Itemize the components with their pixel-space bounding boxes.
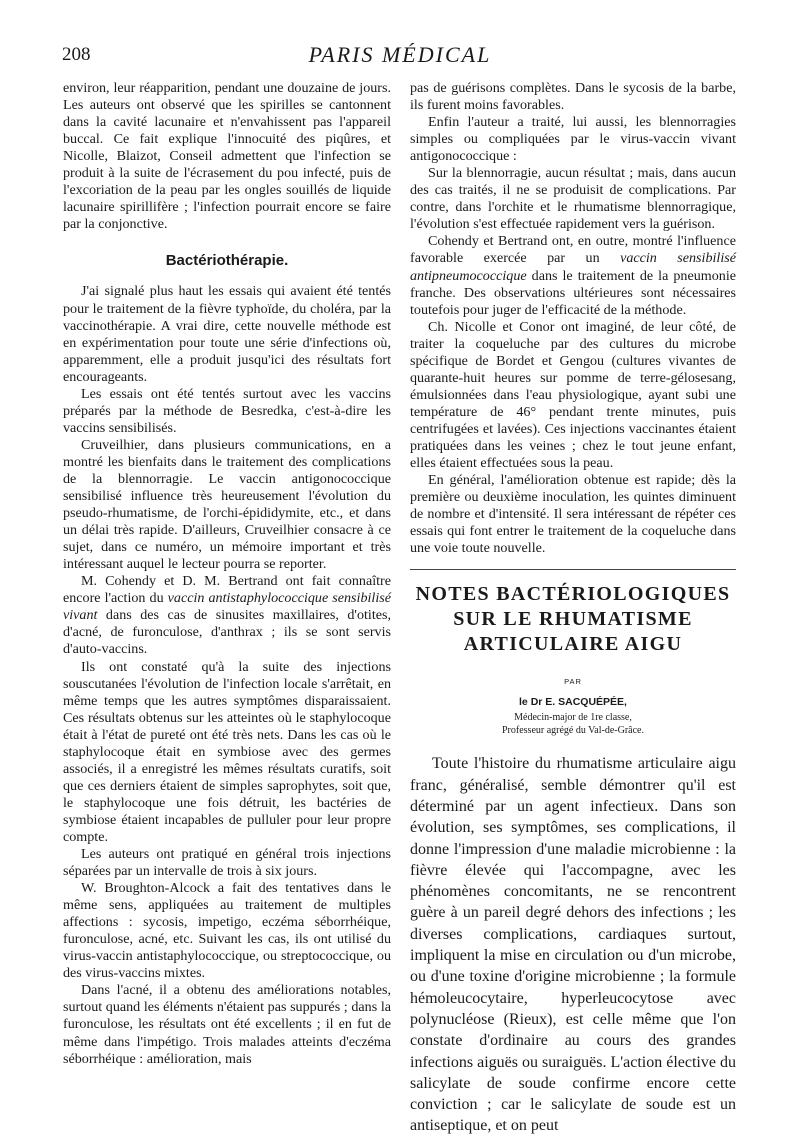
paragraph: Cruveilhier, dans plusieurs communications, en a montré les bienfaits dans le traitement des complications de la blennorragie. Le vaccin antigonococcique sensibilisé influence très heureusement l'évolution du pseudo-rhumatisme, de l'orchi-épididymite, etc., et dans un délai très rapide. D'ailleurs, Cruveilhier consacre à ce sujet, dans ce numéro, un mémoire important et très intéressant auquel le lecteur pourra se reporter. — [63, 436, 391, 573]
paragraph: Enfin l'auteur a traité, lui aussi, les blennorragies simples ou compliquées par le virus-vaccin vivant antigonococcique : — [410, 114, 736, 165]
text-run: Cohendy et Bertrand ont, en outre, montré l'influence favorable exercée par un — [410, 233, 736, 267]
byline-par: PAR — [564, 677, 582, 687]
article-title — [410, 582, 736, 657]
left-column — [63, 80, 391, 1068]
page-number: 208 — [62, 44, 91, 65]
spacer — [410, 557, 736, 569]
paragraph: Dans l'acné, il a obtenu des améliorations notables, surtout quand les éléments n'étaient pas suppurés ; dans la furonculose, les résultats ont été excellents ; il en fut de même dans l'impétigo. Trois malades atteints d'eczéma séborrhéique : amélioration, mais — [63, 982, 391, 1067]
paragraph: J'ai signalé plus haut les essais qui avaient été tentés pour le traitement de la fièvre typhoïde, du choléra, par la vaccinothérapie. A vrai dire, cette nouvelle méthode est en expérimentation pour toute une série d'infections où, apparemment, elle a produit jusqu'ici des résultats fort encourageants. — [63, 283, 391, 385]
author-affiliation: Professeur agrégé du Val-de-Grâce. — [502, 725, 644, 737]
author-affiliation: Médecin-major de 1re classe, — [514, 712, 632, 724]
author-name: le Dr E. SACQUÉPÉE, — [519, 696, 627, 709]
spacer — [410, 570, 736, 582]
section-heading: Bactériothérapie. — [165, 252, 289, 270]
article-title-line: SUR LE RHUMATISME — [453, 608, 693, 631]
page-header — [62, 40, 738, 70]
paragraph: Les auteurs ont pratiqué en général trois injections séparées par un intervalle de trois à six jours. — [63, 846, 391, 880]
paragraph: Sur la blennorragie, aucun résultat ; mais, dans aucun des cas traités, il ne se produisit de complications. Par contre, dans l'orchite et le rhumatisme blennorragique, l'évolution s'est effectuée rapidement vers la guérison. — [410, 165, 736, 233]
article-title-line: ARTICULAIRE AIGU — [463, 633, 683, 656]
text-run: dans le traitement de la pneumonie franche. Des observations ultérieures sont nécessaires toutefois pour juger de l'efficacité de la méthode. — [410, 267, 736, 318]
italic-term: vaccin sensibilisé antipneumococcique — [410, 250, 736, 284]
paragraph — [63, 573, 391, 658]
italic-term: vaccin antistaphylococcique sensibilisé vivant — [63, 590, 391, 624]
paragraph: En général, l'amélioration obtenue est rapide; dès la première ou deuxième inoculation, les quintes diminuent de nombre et d'intensité. Il sera intéressant de répéter ces essais qui font entrer le traitement de la coqueluche dans une voie toute nouvelle. — [410, 472, 736, 557]
text-run: dans des cas de sinusites maxillaires, d'otites, d'acné, de furonculose, d'anthrax ; ils se sont servis d'auto-vaccins. — [63, 607, 391, 658]
paragraph: Les essais ont été tentés surtout avec les vaccins préparés par la méthode de Besredka, c'est-à-dire les vaccins sensibilisés. — [63, 385, 391, 436]
paragraph: Toute l'histoire du rhumatisme articulaire aigu franc, généralisé, semble démontrer qu'il est déterminé par un agent infectieux. Dans son évolution, ses symptômes, ses complications, il donne l'impression d'une maladie microbienne : la fièvre élevée qui l'accompagne, avec les phénomènes concomitants, ne se rencontrent guère à un pareil degré dehors des infections ; les diverses complications, cardiaques surtout, impliquent la mise en circulation ou d'un microbe, ou d'une toxine d'origine microbienne ; la formule hémoleucocytaire, hyperleucocytose avec polynucléose (Rieux), est celle même que l'on constate d'ordinaire au cours des grandes infections aiguës ou suraiguës. L'action élective du salicylate de soude confirme encore cette conviction ; car le salicylate de soude est un antiseptique, et on peut — [410, 755, 736, 1135]
article-body — [410, 753, 736, 1136]
paragraph — [410, 233, 736, 318]
journal-title: PARIS MÉDICAL — [308, 42, 492, 67]
paragraph: environ, leur réapparition, pendant une douzaine de jours. Les auteurs ont observé que les spirilles se cantonnent dans la cavité lacunaire et n'envahissent pas l'appareil buccal. Ce fait explique l'innocuité des piqûres, et Nicolle, Blaizot, Conseil admettent que l'infection se produit à la suite de l'écrasement du pou infecté, puis de l'excoriation de la peau par les ongles souillés de liquide lacunaire spirillifère ; l'infection pourrait encore se faire par la conjonctive. — [63, 80, 391, 233]
article-title-line: NOTES BACTÉRIOLOGIQUES — [415, 583, 731, 606]
paragraph: W. Broughton-Alcock a fait des tentatives dans le même sens, appliquées au traitement de multiples affections : sycosis, impetigo, eczéma séborrhéique, furonculose, acné, etc. Suivant les cas, ils ont utilisé du virus-vaccin antistaphylococcique, ou streptococcique, ou des virus-vaccins mixtes. — [63, 880, 391, 982]
right-column — [410, 80, 736, 1137]
paragraph: pas de guérisons complètes. Dans le sycosis de la barbe, ils furent moins favorables. — [410, 80, 736, 114]
text-run: M. Cohendy et D. M. Bertrand ont fait connaître encore l'action du — [63, 573, 391, 607]
paragraph: Ils ont constaté qu'à la suite des injections souscutanées l'évolution de l'infection locale s'arrêtait, en même temps que les autres symptômes disparaissaient. Ces résultats obtenus sur les atteintes où le staphylocoque était à l'état de pureté ont été très nets. Dans les cas où le staphylocoque était en symbiose avec des germes associés, il a enregistré les mêmes résultats curatifs, soit que ces derniers étaient de simples saprophytes, soit que, le staphylocoque une fois détruit, les bactéries de symbiose étaient incapables de pulluler pour leur propre compte. — [63, 658, 391, 845]
paragraph: Ch. Nicolle et Conor ont imaginé, de leur côté, de traiter la coqueluche par des cultures du microbe spécifique de Bordet et Gengou (cultures vivantes de quarante-huit heures sur pomme de terre-gélosesang, émulsionnées dans l'eau physiologique, ayant subi une température de 46° pendant trente minutes, puis centrifugées et lavées). Ces injections vaccinantes étaient pratiquées dans les veines ; chez le tout jeune enfant, elles étaient effectuées sous la peau. — [410, 318, 736, 472]
